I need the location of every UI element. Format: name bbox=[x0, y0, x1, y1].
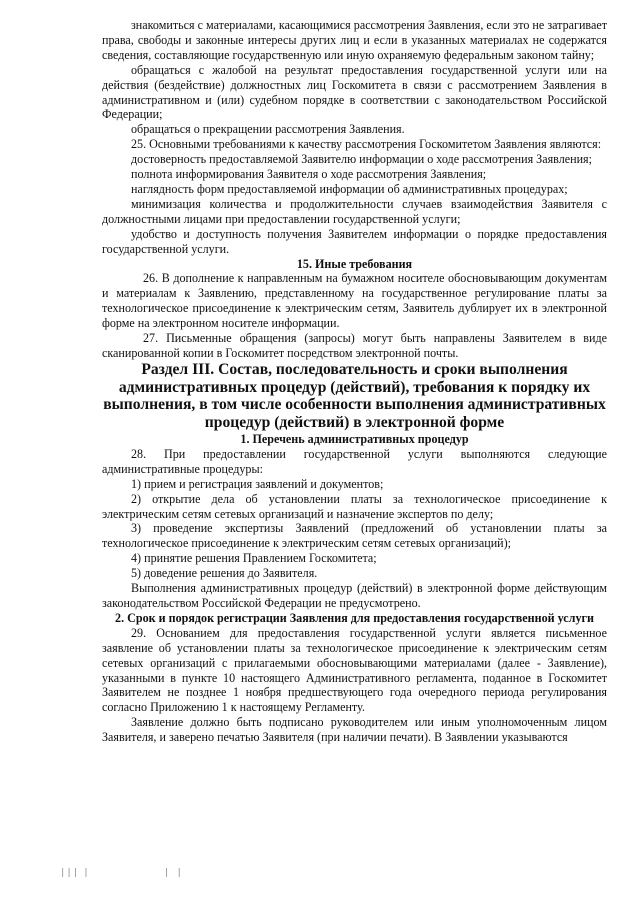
section-3-heading: Раздел III. Состав, последовательность и сроки выполнения административных процедур (действий), требования к порядку их выполнения, в том числе особенности выполнения административных процедур (действий) в электронной форме bbox=[103, 360, 606, 432]
paragraph-signature: Заявление должно быть подписано руководителем или иным уполномоченным лицом Заявителя, и заверено печатью Заявителя (при наличии печати). В Заявлении указываются bbox=[102, 715, 607, 745]
heading-registration: 2. Срок и порядок регистрации Заявления для предоставления государственной услуги bbox=[115, 610, 594, 625]
paragraph-completeness: полнота информирования Заявителя о ходе рассмотрения Заявления; bbox=[131, 167, 487, 182]
scan-marks: ||| | | | bbox=[60, 868, 183, 878]
paragraph-access-materials: знакомиться с материалами, касающимися рассмотрения Заявления, если это не затрагивает права, свободы и законные интересы других лиц и если в указанных материалах не содержатся сведения, составляющие государственную или иную охраняемую федеральным законом тайну; bbox=[102, 18, 607, 62]
paragraph-item-25: 25. Основными требованиями к качеству рассмотрения Госкомитетом Заявления являются: bbox=[131, 137, 602, 152]
list-item-1: 1) прием и регистрация заявлений и документов; bbox=[131, 476, 384, 491]
paragraph-complaint-right: обращаться с жалобой на результат предоставления государственной услуги или на действия (бездействие) должностных лиц Госкомитета в связи с рассмотрением Заявления в административном и (или) судебном порядке в соответствии с законодательством Российской Федерации; bbox=[102, 62, 607, 122]
paragraph-item-27: 27. Письменные обращения (запросы) могут быть направлены Заявителем в виде сканированной копии в Госкомитет посредством электронной почты. bbox=[102, 331, 607, 360]
document-page bbox=[102, 18, 607, 745]
paragraph-item-28: 28. При предоставлении государственной услуги выполняются следующие административные процедуры: bbox=[102, 446, 607, 476]
paragraph-item-26: 26. В дополнение к направленным на бумажном носителе обосновывающим документам и материалам к Заявлению, представленному на государственное регулирование платы за технологическое присоединение к электрическим сетям, Заявитель дублирует их в электронной форме на электронном носителе информации. bbox=[102, 271, 607, 331]
list-item-4: 4) принятие решения Правлением Госкомитета; bbox=[131, 551, 377, 566]
list-item-3: 3) проведение экспертизы Заявлений (предложений об установлении платы за технологическое присоединение к электрическим сетям сетевых организаций); bbox=[102, 521, 607, 551]
paragraph-convenience: удобство и доступность получения Заявителем информации о порядке предоставления государственной услуги. bbox=[102, 226, 607, 256]
list-item-5: 5) доведение решения до Заявителя. bbox=[131, 566, 318, 581]
paragraph-item-29: 29. Основанием для предоставления государственной услуги является письменное заявление об установлении платы за технологическое присоединение к электрическим сетям сетевых организаций с прилагаемыми обосновывающими материалами (далее - Заявление), указанными в пункте 10 настоящего Административного регламента, поданное в Госкомитет Заявителем не позднее 1 ноября предшествующего года очередного периода регулирования согласно Приложению 1 к настоящему Регламенту. bbox=[102, 625, 607, 715]
paragraph-electronic-form: Выполнения административных процедур (действий) в электронной форме действующим законодательством Российской Федерации не предусмотрено. bbox=[102, 581, 607, 610]
paragraph-reliability: достоверность предоставляемой Заявителю информации о ходе рассмотрения Заявления; bbox=[131, 152, 592, 167]
paragraph-minimization: минимизация количества и продолжительности случаев взаимодействия Заявителя с должностными лицами при предоставлении государственной услуги; bbox=[102, 196, 607, 226]
heading-procedures-list: 1. Перечень административных процедур bbox=[240, 432, 469, 447]
list-item-2: 2) открытие дела об установлении платы за технологическое присоединение к электрическим сетям сетевых организаций и назначение экспертов по делу; bbox=[102, 491, 607, 521]
paragraph-clarity: наглядность форм предоставляемой информации об административных процедурах; bbox=[131, 181, 568, 196]
heading-other-requirements: 15. Иные требования bbox=[296, 256, 413, 271]
paragraph-termination-request: обращаться о прекращении рассмотрения Заявления. bbox=[131, 122, 405, 137]
